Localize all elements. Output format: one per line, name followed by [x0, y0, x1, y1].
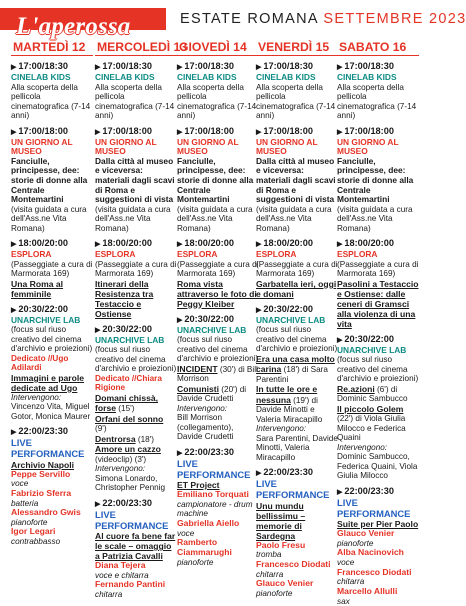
performer-role: sax [337, 596, 350, 606]
event-category: UNARCHIVE LAB [95, 334, 165, 345]
event-time-text: 22:00/23:30 [18, 426, 68, 437]
event-unarchive [11, 304, 93, 422]
event-category: ESPLORA [256, 249, 297, 260]
event-time-text: 17:00/18:00 [344, 125, 394, 136]
season-title [180, 11, 466, 28]
event-title: Garbatella ieri, oggi e domani [256, 278, 337, 299]
event-time-text: 20:30/22:00 [184, 313, 234, 324]
event-title: Al cuore fa bene far le scale – omaggio a Patrizia Cavalli [95, 531, 176, 562]
event-time-text: 17:00/18:00 [102, 125, 152, 136]
event-title: Pasolini a Testaccio e Ostiense: dalle ceneri di Gramsci alla violenza di una vita [337, 278, 419, 329]
play-arrow-icon: ▶ [256, 306, 262, 314]
event-museo [256, 126, 338, 234]
play-arrow-icon: ▶ [177, 316, 183, 324]
event-esplora [337, 238, 419, 329]
event-category: CINELAB KIDS [256, 72, 316, 82]
event-description: (Passeggiate a cura di Marmorata 169) [11, 259, 93, 279]
play-arrow-icon: ▶ [177, 241, 183, 249]
dedication: Dedicato //Chiara Rigione [95, 373, 162, 393]
performer-role: chitarra [337, 577, 365, 587]
event-description: (focus sul riuso creativo del cinema d'archivio e proiezioni) [177, 335, 259, 364]
event-description: Alla scoperta della pellicola cinematografica (7-14 anni) [95, 82, 175, 121]
event-description: (visita guidata a cura dell'Ass.ne Vita Romana) [11, 204, 87, 233]
speakers: Sara Parentini, Davide Minotti, Valeria Miracapillo [256, 433, 338, 462]
performer-name: Glauco Venier [337, 528, 395, 539]
event-cinelab [256, 61, 338, 121]
film-duration: (18') di Sara Parentini [256, 365, 328, 384]
play-arrow-icon: ▶ [256, 470, 262, 478]
performer-role: chitarra [95, 590, 123, 600]
event-description: Alla scoperta della pellicola cinematografica (7-14 anni) [11, 82, 91, 121]
event-time-text: 22:00/23:30 [184, 446, 234, 457]
event-category: UN GIORNO AL MUSEO [95, 136, 157, 157]
film-item [256, 384, 338, 424]
event-description: (visita guidata a cura dell'Ass.ne Vita Romana) [337, 204, 413, 233]
event-description: (visita guidata a cura dell'Ass.ne Vita Romana) [256, 204, 332, 233]
event-description: (focus sul riuso creativo del cinema d'archivio e proiezioni) [337, 355, 419, 384]
event-description: (Passeggiate a cura di Marmorata 169) [256, 259, 338, 279]
event-title: Archivio Napoli [11, 459, 75, 470]
event-category: LIVE PERFORMANCE [337, 496, 411, 519]
event-subtitle: Fanciulle, principesse, dee: storie di donne alla Centrale Montemartini [337, 155, 414, 205]
event-esplora [95, 238, 177, 319]
performer-role: batteria [11, 498, 39, 508]
event-esplora [256, 238, 338, 299]
event-category: ESPLORA [177, 249, 218, 260]
event-museo [11, 126, 93, 234]
event-time-text: 18:00/20:00 [263, 238, 313, 249]
event-category: CINELAB KIDS [177, 72, 237, 82]
day-header: GIOVEDÌ 14 [177, 40, 259, 56]
play-arrow-icon: ▶ [337, 488, 343, 496]
speakers: Dominic Sambucco, Federica Quaini, Viola Giulia Milocco [337, 452, 418, 481]
event-category: UN GIORNO AL MUSEO [11, 136, 73, 157]
film-duration: (9') [95, 424, 107, 434]
film-duration: (30') di Bill Morrison [177, 364, 258, 384]
performer-name: Alba Nacinovich [337, 547, 404, 558]
logo: L'aperossa [16, 13, 131, 40]
film-title: Domani chissà, forse [95, 392, 159, 414]
event-description: Alla scoperta della pellicola cinematografica (7-14 anni) [337, 82, 417, 121]
event-live [337, 486, 419, 606]
play-arrow-icon: ▶ [11, 241, 17, 249]
event-category: UNARCHIVE LAB [337, 344, 407, 355]
event-time-text: 18:00/20:00 [344, 238, 394, 249]
film-item [337, 384, 419, 404]
play-arrow-icon: ▶ [11, 306, 17, 314]
event-description: (focus sul riuso creativo del cinema d'archivio e proiezioni) [95, 345, 177, 374]
event-description: (Passeggiate a cura di Marmorata 169) [337, 259, 419, 279]
speakers: Bill Morrison (collegamento), Davide Crudetti [177, 413, 234, 442]
play-arrow-icon: ▶ [95, 326, 101, 334]
performer-role: pianoforte [177, 557, 214, 567]
film-title: Il piccolo Golem [337, 403, 404, 414]
event-description: (Passeggiate a cura di Marmorata 169) [177, 259, 259, 279]
event-live [256, 467, 338, 598]
film-title: Re.azioni [337, 383, 375, 394]
day-header: MERCOLEDÌ 13 [97, 40, 188, 54]
play-arrow-icon: ▶ [95, 500, 101, 508]
performer-role: voce [11, 479, 29, 489]
event-category: ESPLORA [337, 249, 378, 260]
event-description: Alla scoperta della pellicola cinematografica (7-14 anni) [177, 82, 257, 121]
event-cinelab [177, 61, 262, 121]
film-item [337, 404, 419, 443]
day-header: MARTEDÌ 12 [11, 40, 93, 56]
event-description: (visita guidata a cura dell'Ass.ne Vita Romana) [177, 204, 253, 233]
film-title: INCIDENT [177, 363, 218, 374]
season-name: ESTATE ROMANA [180, 11, 319, 27]
film-item [95, 444, 177, 464]
film-item [256, 354, 338, 385]
performer-role: pianoforte [337, 538, 374, 548]
day-header: SABATO 16 [337, 40, 419, 56]
performer-role: voce [337, 558, 355, 568]
play-arrow-icon: ▶ [11, 128, 17, 136]
event-time-text: 20:30/22:00 [18, 303, 68, 314]
performer-name: Francesco Diodati [256, 558, 331, 569]
film-item [95, 393, 177, 414]
speakers-label: Intervengono: [177, 403, 228, 413]
performer-name: Peppe Servillo [11, 468, 71, 479]
performer-name: Francesco Diodati [337, 566, 412, 577]
event-category: UN GIORNO AL MUSEO [177, 136, 239, 157]
day-column [337, 40, 419, 606]
performer-role: chitarra [256, 569, 284, 579]
event-category: CINELAB KIDS [11, 72, 71, 82]
event-category: LIVE PERFORMANCE [177, 457, 251, 480]
event-time-text: 17:00/18:00 [263, 125, 313, 136]
play-arrow-icon: ▶ [95, 64, 101, 71]
event-cinelab [95, 61, 177, 121]
play-arrow-icon: ▶ [177, 449, 183, 457]
event-time-text: 17:00/18:30 [263, 61, 313, 71]
event-category: UN GIORNO AL MUSEO [337, 136, 399, 157]
event-category: UNARCHIVE LAB [177, 324, 247, 335]
film-duration: (19') di Davide Minotti e Valeria Miracapillo [256, 395, 323, 424]
event-title: Immagini e parole dedicate ad Ugo [11, 372, 85, 393]
event-description: (visita guidata a cura dell'Ass.ne Vita Romana) [95, 204, 171, 233]
performer-role: campionatore - drum machine [177, 499, 253, 519]
film-item [95, 414, 177, 434]
event-time-text: 22:00/23:30 [263, 467, 313, 478]
event-esplora [11, 238, 93, 299]
event-description: (focus sul riuso creativo del cinema d'archivio e proiezioni) [11, 325, 93, 354]
performer-role: tromba [256, 550, 282, 560]
event-time-text: 17:00/18:30 [102, 61, 152, 71]
performer-role: pianoforte [256, 588, 293, 598]
play-arrow-icon: ▶ [177, 128, 183, 136]
header [0, 0, 466, 40]
speakers-label: Intervengono: [337, 442, 388, 452]
event-unarchive [337, 334, 419, 481]
event-time [337, 126, 419, 138]
event-category: LIVE PERFORMANCE [11, 437, 85, 460]
play-arrow-icon: ▶ [11, 429, 17, 437]
event-time-text: 20:30/22:00 [263, 303, 313, 314]
performer-name: Gabriella Aiello [177, 517, 240, 528]
event-time [256, 126, 338, 138]
event-live [11, 426, 93, 546]
play-arrow-icon: ▶ [95, 241, 101, 249]
event-cinelab [337, 61, 419, 121]
event-cinelab [11, 61, 93, 121]
film-duration: (15') [118, 404, 135, 414]
speakers-label: Intervengono: [11, 392, 62, 402]
day-column [95, 40, 188, 600]
play-arrow-icon: ▶ [256, 128, 262, 136]
event-description: Alla scoperta della pellicola cinematografica (7-14 anni) [256, 82, 336, 121]
event-title: Itinerari della Resistenza tra Testaccio e Ostiense [95, 278, 154, 319]
event-category: CINELAB KIDS [95, 72, 155, 82]
event-time-text: 20:30/22:00 [102, 323, 152, 334]
play-arrow-icon: ▶ [95, 128, 101, 136]
event-title: Roma vista attraverso le foto di Peggy Kleiber [177, 278, 257, 309]
event-time-text: 20:30/22:00 [344, 333, 394, 344]
speakers-label: Intervengono: [95, 464, 146, 474]
event-time [177, 125, 262, 138]
event-time [11, 126, 93, 138]
event-title: Suite per Pier Paolo [337, 519, 419, 530]
performer-role: pianoforte [11, 517, 48, 527]
event-museo [95, 126, 177, 234]
event-time-text: 18:00/20:00 [18, 238, 68, 249]
day-header: VENERDÌ 15 [256, 40, 338, 56]
event-subtitle: Dalla città al museo e viceversa: materiali dagli scavi di Roma e suggestioni di vista [256, 155, 336, 205]
event-category: UN GIORNO AL MUSEO [256, 136, 318, 157]
performer-name: Alessandro Gwis [11, 507, 81, 518]
film-item [95, 434, 177, 445]
performer-role: voce [177, 528, 195, 538]
event-time-text: 18:00/20:00 [184, 238, 234, 249]
event-category: ESPLORA [11, 249, 52, 260]
event-time-text: 17:00/18:30 [18, 61, 68, 71]
play-arrow-icon: ▶ [177, 64, 183, 71]
day-column [177, 40, 262, 596]
performer-name: Fernando Pantini [95, 579, 166, 590]
event-title: Una Roma al femminile [11, 278, 64, 299]
film-duration: (18') [137, 434, 154, 444]
performer-name: Igor Legari [11, 526, 56, 537]
play-arrow-icon: ▶ [256, 241, 262, 249]
event-time-text: 22:00/23:30 [344, 485, 394, 496]
performer-role: voce e chitarra [95, 570, 149, 580]
event-title: ET Project [177, 480, 220, 491]
event-description: (focus sul riuso creativo del cinema d'archivio e proiezioni) [256, 325, 338, 354]
play-arrow-icon: ▶ [256, 64, 262, 71]
performer-name: Fabrizio Sferra [11, 487, 72, 498]
event-time [95, 126, 177, 138]
event-live [95, 498, 177, 600]
event-category: LIVE PERFORMANCE [95, 508, 169, 531]
dedication: Dedicato //Ugo Adilardi [11, 353, 69, 373]
event-esplora [177, 238, 262, 309]
film-duration: (videoclip) (3') [95, 454, 147, 464]
performer-name: Emiliano Torquati [177, 489, 249, 500]
play-arrow-icon: ▶ [337, 64, 343, 71]
film-duration: (6') di Dominic Sambucco [337, 384, 408, 404]
event-time-text: 17:00/18:00 [184, 125, 234, 136]
film-item [177, 384, 259, 404]
day-column [11, 40, 93, 596]
event-time-text: 18:00/20:00 [102, 238, 152, 249]
film-title: Era una casa molto carina [256, 353, 335, 375]
event-unarchive [256, 304, 338, 463]
performer-role: contrabbasso [11, 537, 61, 547]
event-museo [337, 126, 419, 234]
event-subtitle: Fanciulle, principesse, dee: storie di donne alla Centrale Montemartini [177, 155, 254, 205]
speakers-label: Intervengono: [256, 424, 307, 434]
film-duration: (20') di Davide Crudetti [177, 384, 247, 404]
event-subtitle: Fanciulle, principesse, dee: storie di donne alla Centrale Montemartini [11, 155, 88, 205]
event-unarchive [95, 324, 177, 493]
day-column [256, 40, 338, 596]
film-title: Dentrorsa [95, 433, 136, 444]
speakers: Vincenzo Vita, Miguel Gotor, Monica Maurer [11, 402, 91, 421]
performer-name: Marcello Allulli [337, 585, 398, 596]
performer-name: Ramberto Ciammarughi [177, 536, 232, 557]
logo-bar [0, 8, 166, 40]
performer-name: Glauco Venier [256, 578, 314, 589]
event-museo [177, 125, 262, 234]
event-category: LIVE PERFORMANCE [256, 478, 330, 501]
event-time-text: 17:00/18:30 [184, 61, 234, 71]
event-category: UNARCHIVE LAB [11, 314, 81, 325]
film-title: Comunisti [177, 383, 220, 394]
play-arrow-icon: ▶ [337, 241, 343, 249]
event-category: ESPLORA [95, 249, 136, 260]
film-title: Amore un cazzo [95, 444, 161, 455]
event-time-text: 17:00/18:30 [344, 61, 394, 71]
event-category: UNARCHIVE LAB [256, 314, 326, 325]
speakers: Simona Lonardo, Christopher Pennig [95, 473, 166, 493]
event-subtitle: Dalla città al museo e viceversa: materiali dagli scavi di Roma e suggestioni di vista [95, 155, 175, 205]
film-duration: (22') di Viola Giulia Milocco e Federica Quaini [337, 414, 406, 443]
play-arrow-icon: ▶ [337, 128, 343, 136]
event-time-text: 22:00/23:30 [102, 497, 152, 508]
event-time-text: 17:00/18:00 [18, 125, 68, 136]
performer-name: Diana Tejera [95, 560, 146, 571]
event-live [177, 446, 262, 567]
play-arrow-icon: ▶ [11, 64, 17, 71]
event-category: CINELAB KIDS [337, 72, 397, 82]
event-description: (Passeggiate a cura di Marmorata 169) [95, 259, 177, 279]
event-unarchive [177, 314, 259, 442]
schedule-columns [11, 40, 419, 606]
performer-name: Paolo Fresu [256, 539, 306, 550]
play-arrow-icon: ▶ [337, 336, 343, 344]
film-item [177, 364, 259, 384]
event-title: Unu mundu bellissimu – memorie di Sardegna [256, 500, 306, 541]
film-title: Orfani del sonno [95, 413, 164, 424]
film-title: In tutte le ore e nessuna [256, 384, 318, 405]
season-month: SETTEMBRE 2023 [323, 11, 466, 27]
